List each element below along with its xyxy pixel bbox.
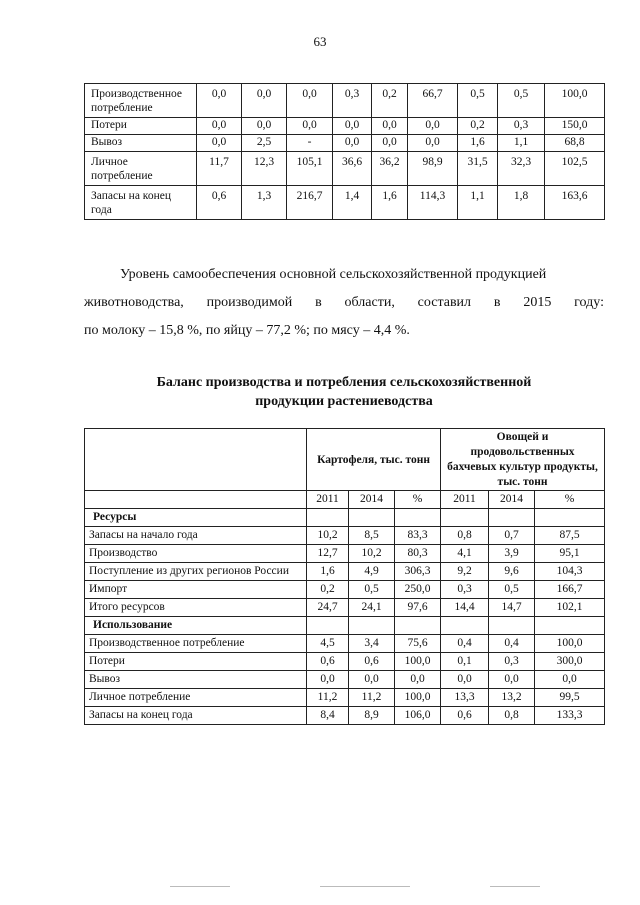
table-cell: 0,5 [489,581,535,599]
year-subheader: 2011 [441,491,489,509]
table-cell: 0,0 [349,671,395,689]
table-cell: 8,9 [349,707,395,725]
scan-artifact [490,886,540,887]
table-cell: 36,6 [333,152,372,186]
table-cell: 102,1 [535,599,605,617]
table-row [85,118,605,135]
table-cell: 0,5 [458,84,498,118]
table-row [85,581,605,599]
table-cell: 0,3 [441,581,489,599]
row-label: Личное потребление [85,152,197,186]
paragraph-line-3: по молоку – 15,8 %, по яйцу – 77,2 %; по мясу – 4,4 %. [84,323,410,338]
row-label: Производство [85,545,307,563]
table-cell: 95,1 [535,545,605,563]
table-cell: 87,5 [535,527,605,545]
table-cell: 166,7 [535,581,605,599]
row-label: Поступление из других регионов России [85,563,307,581]
table-cell: 150,0 [545,118,605,135]
table-row [85,186,605,220]
table-cell: 0,1 [441,653,489,671]
table-cell: 0,0 [307,671,349,689]
table-cell: 3,9 [489,545,535,563]
row-label: Запасы на начало года [85,527,307,545]
table-cell: 0,3 [333,84,372,118]
row-label: Запасы на конец года [85,186,197,220]
table-cell: 9,6 [489,563,535,581]
table-cell: 99,5 [535,689,605,707]
table-cell: 100,0 [535,635,605,653]
table-cell: 104,3 [535,563,605,581]
table-cell: 0,0 [489,671,535,689]
empty-cell [395,509,441,527]
table-cell: 0,2 [307,581,349,599]
table-cell: 1,6 [372,186,408,220]
table-cell: 2,5 [242,135,287,152]
section-title-line-2: продукции растениеводства [255,394,433,409]
section-title-cell: Использование [85,617,307,635]
table-cell: 0,8 [489,707,535,725]
table-cell: 0,0 [535,671,605,689]
table-cell: 306,3 [395,563,441,581]
table-cell: 102,5 [545,152,605,186]
table-cell: 24,1 [349,599,395,617]
table-row [85,707,605,725]
table-cell: 8,4 [307,707,349,725]
table-cell: 0,0 [197,135,242,152]
table-cell: 0,0 [333,118,372,135]
table-cell: 10,2 [307,527,349,545]
table-cell: 9,2 [441,563,489,581]
year-subheader: 2014 [349,491,395,509]
table-cell: 216,7 [287,186,333,220]
table-row [85,671,605,689]
table-row [85,563,605,581]
empty-cell [307,617,349,635]
section-title-line-1: Баланс производства и потребления сельскохозяйственной [156,375,532,390]
row-label: Вывоз [85,135,197,152]
table-cell: 1,1 [458,186,498,220]
table-row [85,545,605,563]
year-subheader: % [535,491,605,509]
table-cell: 106,0 [395,707,441,725]
table-cell: 83,3 [395,527,441,545]
table-cell: 0,8 [441,527,489,545]
section-row [85,509,605,527]
table-cell: 114,3 [408,186,458,220]
table-cell: 4,9 [349,563,395,581]
table-cell: 0,5 [498,84,545,118]
table-cell: 10,2 [349,545,395,563]
table-cell: 4,1 [441,545,489,563]
row-label: Производственное потребление [85,84,197,118]
table-cell: 1,1 [498,135,545,152]
table-cell: 0,0 [287,84,333,118]
table-cell: 32,3 [498,152,545,186]
table-cell: 0,6 [197,186,242,220]
table-cell: 100,0 [545,84,605,118]
table-cell: 0,0 [441,671,489,689]
empty-cell [535,617,605,635]
empty-cell [349,617,395,635]
table-cell: 0,6 [349,653,395,671]
table-cell: 14,7 [489,599,535,617]
row-label: Производственное потребление [85,635,307,653]
table-cell: 12,3 [242,152,287,186]
table-cell: 3,4 [349,635,395,653]
table-cell: 4,5 [307,635,349,653]
table-cell: 1,4 [333,186,372,220]
subheader-empty-cell [85,491,307,509]
table-row [85,599,605,617]
table-cell: 0,3 [489,653,535,671]
row-label: Вывоз [85,671,307,689]
year-subheader: 2014 [489,491,535,509]
empty-cell [349,509,395,527]
table-row [85,527,605,545]
row-label: Потери [85,118,197,135]
table-cell: 1,6 [458,135,498,152]
table-cell: 0,2 [458,118,498,135]
table-row [85,152,605,186]
row-label: Запасы на конец года [85,707,307,725]
row-label: Импорт [85,581,307,599]
table-cell: 98,9 [408,152,458,186]
table-row [85,635,605,653]
table-cell: 12,7 [307,545,349,563]
table-cell: 1,3 [242,186,287,220]
table-cell: 24,7 [307,599,349,617]
table-cell: 133,3 [535,707,605,725]
empty-cell [535,509,605,527]
table-row [85,84,605,118]
page-number: 63 [313,34,327,49]
table-cell: 105,1 [287,152,333,186]
table-cell: 13,2 [489,689,535,707]
table-cell: 14,4 [441,599,489,617]
table-cell: 0,0 [242,84,287,118]
crop-balance-table [84,428,605,725]
table-cell: 0,0 [197,118,242,135]
table-cell: 100,0 [395,653,441,671]
table-cell: 80,3 [395,545,441,563]
table-cell: 11,2 [307,689,349,707]
row-label: Итого ресурсов [85,599,307,617]
table-cell: 163,6 [545,186,605,220]
table-cell: 0,4 [441,635,489,653]
table-cell: 100,0 [395,689,441,707]
table-cell: 68,8 [545,135,605,152]
empty-cell [307,509,349,527]
header-empty-cell [85,429,307,491]
vegetables-group-header: Овощей и продовольственных бахчевых культур продукты, тыс. тонн [441,429,605,491]
table-row [85,653,605,671]
empty-cell [489,509,535,527]
empty-cell [395,617,441,635]
table-cell: 31,5 [458,152,498,186]
row-label: Личное потребление [85,689,307,707]
table-cell: 66,7 [408,84,458,118]
year-subheader: % [395,491,441,509]
potato-group-header: Картофеля, тыс. тонн [307,429,441,491]
scan-artifact [170,886,230,887]
table-cell: 1,6 [307,563,349,581]
table-cell: 97,6 [395,599,441,617]
table-cell: 0,2 [372,84,408,118]
row-label: Потери [85,653,307,671]
table-cell: 75,6 [395,635,441,653]
scan-artifact [320,886,410,887]
table-cell: 0,0 [372,135,408,152]
empty-cell [489,617,535,635]
table-cell: 13,3 [441,689,489,707]
empty-cell [441,509,489,527]
paragraph-line-1: Уровень самообеспечения основной сельскохозяйственной продукцией [120,267,547,282]
table-cell: 250,0 [395,581,441,599]
table-cell: 0,0 [395,671,441,689]
table-cell: 0,0 [408,135,458,152]
paragraph-line-2: животноводства, производимой в области, составил в 2015 году: [84,295,604,310]
table-cell: - [287,135,333,152]
table-cell: 0,0 [333,135,372,152]
table-cell: 0,7 [489,527,535,545]
table-cell: 0,3 [498,118,545,135]
table-row [85,689,605,707]
livestock-balance-table-continued [84,83,605,220]
table-cell: 0,0 [197,84,242,118]
table-cell: 0,6 [307,653,349,671]
year-subheader: 2011 [307,491,349,509]
table-row [85,135,605,152]
table-cell: 8,5 [349,527,395,545]
table-cell: 0,0 [242,118,287,135]
table-cell: 11,2 [349,689,395,707]
table-cell: 36,2 [372,152,408,186]
table-cell: 0,0 [287,118,333,135]
table-cell: 0,0 [408,118,458,135]
table-cell: 300,0 [535,653,605,671]
section-title-cell: Ресурсы [85,509,307,527]
table-cell: 11,7 [197,152,242,186]
section-row [85,617,605,635]
table-cell: 1,8 [498,186,545,220]
table-cell: 0,0 [372,118,408,135]
empty-cell [441,617,489,635]
section-title [84,373,604,411]
table-cell: 0,6 [441,707,489,725]
table-cell: 0,5 [349,581,395,599]
table-cell: 0,4 [489,635,535,653]
